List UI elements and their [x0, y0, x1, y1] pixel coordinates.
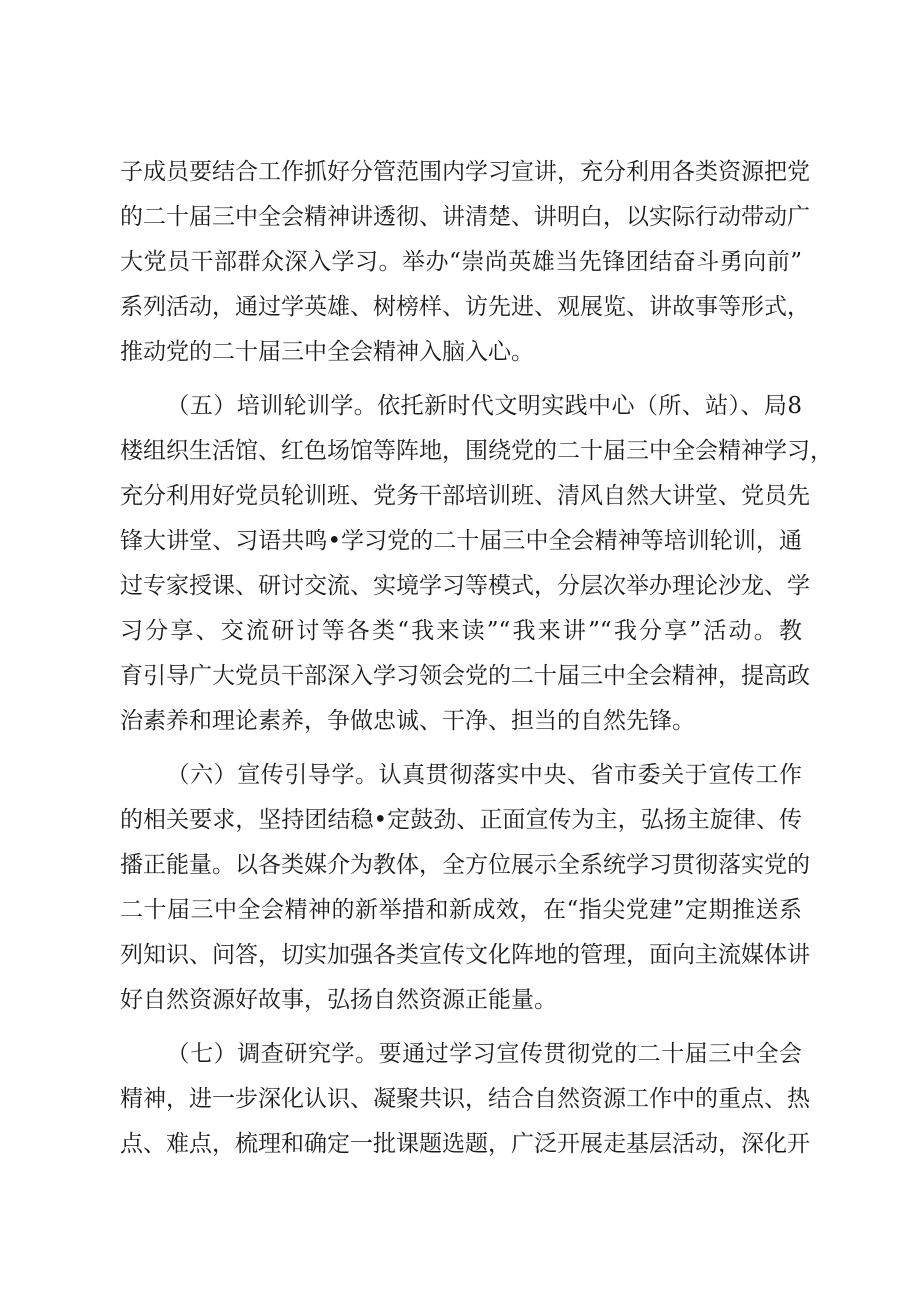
- text-line-first: [120, 384, 802, 429]
- text-line: 治素养和理论素养，争做忠诚、干净、担当的自然先锋。: [120, 708, 695, 734]
- text-line: 好自然资源好故事，弘扬自然资源正能量。: [120, 987, 557, 1013]
- paragraph-training: [120, 384, 833, 744]
- text-line: 精神，进一步深化认识、凝聚共识，结合自然资源工作中的重点、热: [120, 1086, 810, 1112]
- text-line-first: [120, 753, 802, 798]
- text-line: 二十届三中全会精神的新举措和新成效，在“指尖党建”定期推送系: [120, 897, 802, 923]
- document-body: [120, 150, 833, 1167]
- text-line-first: [120, 1032, 802, 1077]
- text-line: 子成员要结合工作抓好分管范围内学习宣讲，充分利用各类资源把党: [120, 159, 810, 185]
- text-line: 育引导广大党员干部深入学习领会党的二十届三中全会精神，提高政: [120, 663, 810, 689]
- text-line: 过专家授课、研讨交流、实境学习等模式，分层次举办理论沙龙、学: [120, 573, 810, 599]
- text-line: 大党员干部群众深入学习。举办“崇尚英雄当先锋团结奋斗勇向前”: [120, 249, 802, 275]
- paragraph-research: [120, 1032, 810, 1167]
- text-line: 锋大讲堂、习语共鸣•学习党的二十届三中全会精神等培训轮训，通: [120, 528, 802, 554]
- text-line: 的二十届三中全会精神讲透彻、讲清楚、讲明白，以实际行动带动广: [120, 204, 810, 230]
- paragraph-publicity: [120, 753, 810, 1023]
- text-line: （七）调查研究学。要通过学习宣传贯彻党的二十届三中全会: [166, 1041, 802, 1067]
- text-line: 的相关要求，坚持团结稳•定鼓劲、正面宣传为主，弘扬主旋律、传: [120, 807, 802, 833]
- text-line: 习分享、交流研讨等各类“我来读”“我来讲”“我分享”活动。教: [120, 618, 802, 644]
- text-line: （五）培训轮训学。依托新时代文明实践中心（所、站）、局8: [166, 393, 802, 419]
- text-line: 列知识、问答，切实加强各类宣传文化阵地的管理，面向主流媒体讲: [120, 942, 810, 968]
- text-line: （六）宣传引导学。认真贯彻落实中央、省市委关于宣传工作: [166, 762, 802, 788]
- text-line: 系列活动，通过学英雄、树榜样、访先进、观展览、讲故事等形式，: [120, 294, 810, 320]
- text-line: 推动党的二十届三中全会精神入脑入心。: [120, 339, 534, 365]
- text-line: 播正能量。以各类媒介为教体，全方位展示全系统学习贯彻落实党的: [120, 852, 810, 878]
- text-line: 点、难点，梳理和确定一批课题选题，广泛开展走基层活动，深化开: [120, 1131, 810, 1157]
- paragraph-1: [120, 150, 810, 375]
- text-line: 充分利用好党员轮训班、党务干部培训班、清风自然大讲堂、党员先: [120, 483, 810, 509]
- text-line: 楼组织生活馆、红色场馆等阵地，围绕党的二十届三中全会精神学习，: [120, 438, 833, 464]
